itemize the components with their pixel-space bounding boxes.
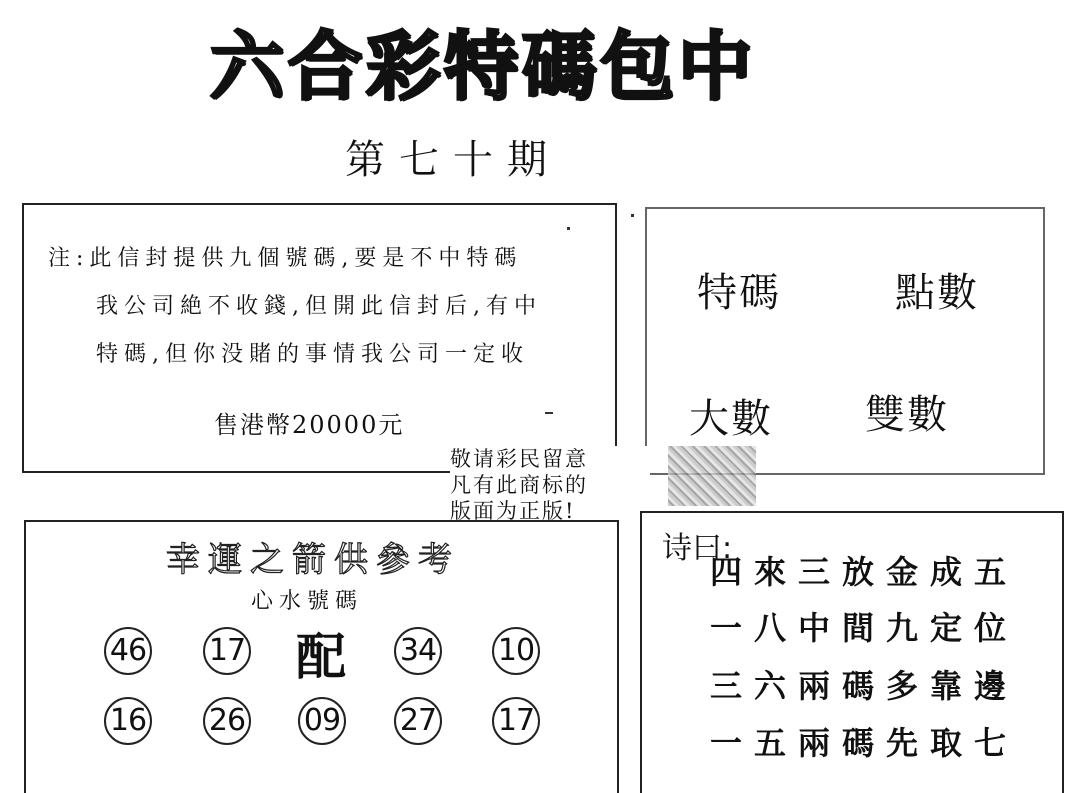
notice-text [48,235,608,379]
poem-label: 诗曰: [662,523,732,567]
price-text: 售港幣20000元 [214,411,405,439]
pair-label: 配 [296,628,346,686]
poem-line: 一八中間九定位 [710,609,1019,647]
number-ball: 27 [394,697,442,745]
number-ball: 10 [492,627,540,675]
scan-speck [631,214,634,217]
number-ball: 34 [394,627,442,675]
auth-line: 敬请彩民留意 [450,447,588,471]
notice-line: 特碼,但你没賭的事情我公司一定收 [96,342,529,367]
number-ball: 16 [104,697,152,745]
trademark-stamp-icon [668,446,756,506]
issue-number: 第七十期 [345,137,561,183]
number-ball: 17 [492,697,540,745]
lucky-box [24,520,619,793]
poem-line: 四來三放金成五 [710,553,1019,591]
notice-line: 注:此信封提供九個號碼,要是不中特碼 [48,246,523,271]
number-ball: 26 [203,697,251,745]
notice-box [22,203,617,473]
scan-speck [567,227,570,230]
number-ball: 46 [104,627,152,675]
types-box [645,207,1045,475]
type-label: 雙數 [865,392,949,438]
poem-line: 一五兩碼先取七 [710,724,1019,762]
number-ball: 17 [203,627,251,675]
number-ball: 09 [298,697,346,745]
lucky-subtitle: 心水號碼 [251,589,364,614]
type-label: 大數 [689,396,773,442]
scan-speck [545,412,553,414]
auth-line: 版面为正版! [450,499,576,523]
notice-line: 我公司絶不收錢,但開此信封后,有中 [96,294,542,319]
type-label: 特碼 [697,270,781,316]
poem-line: 三六兩碼多靠邊 [710,667,1019,705]
type-label: 點數 [895,270,979,316]
poem-box [640,511,1064,793]
authenticity-note [450,446,650,524]
lucky-title: 幸運之箭供參考 [166,540,460,580]
page-title: 六合彩特碼包中 [210,24,756,110]
auth-line: 凡有此商标的 [450,473,588,497]
